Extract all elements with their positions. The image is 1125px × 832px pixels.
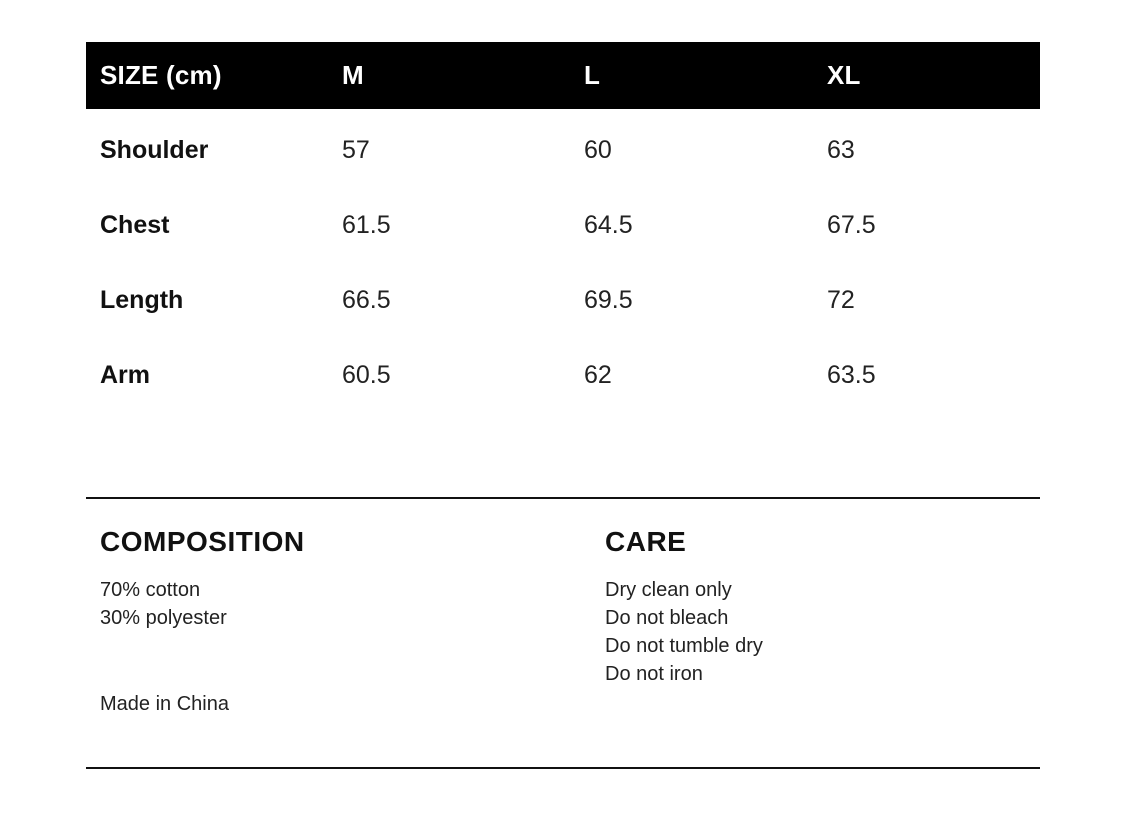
origin-text: Made in China — [100, 693, 229, 715]
table-cell: 63 — [827, 136, 855, 164]
table-cell: 66.5 — [342, 286, 391, 314]
table-row-arm — [86, 334, 1040, 409]
table-cell: 61.5 — [342, 211, 391, 239]
table-cell: 57 — [342, 136, 370, 164]
table-cell: 62 — [584, 361, 612, 389]
table-cell: 72 — [827, 286, 855, 314]
header-size-xl: XL — [827, 60, 861, 90]
row-label: Arm — [100, 361, 151, 389]
composition-title: COMPOSITION — [100, 526, 305, 557]
table-row-chest — [86, 184, 1040, 259]
care-section — [605, 525, 763, 688]
header-size-label: SIZE (cm) — [100, 60, 222, 90]
composition-line: 30% polyester — [100, 607, 227, 629]
care-line: Do not tumble dry — [605, 635, 763, 657]
size-table — [86, 42, 1040, 409]
table-cell: 60.5 — [342, 361, 391, 389]
care-line: Dry clean only — [605, 579, 732, 601]
section-divider — [86, 497, 1040, 499]
header-size-m: M — [342, 60, 364, 90]
table-cell: 60 — [584, 136, 612, 164]
composition-line: 70% cotton — [100, 579, 201, 601]
row-label: Shoulder — [100, 136, 209, 164]
table-header — [86, 42, 1040, 109]
table-cell: 67.5 — [827, 211, 876, 239]
table-cell: 63.5 — [827, 361, 876, 389]
row-label: Length — [100, 286, 184, 314]
bottom-divider — [86, 767, 1040, 769]
table-cell: 69.5 — [584, 286, 633, 314]
table-row-length — [86, 259, 1040, 334]
care-list — [605, 576, 763, 688]
care-line: Do not iron — [605, 663, 703, 685]
table-body — [86, 109, 1040, 409]
care-title: CARE — [605, 526, 687, 557]
composition-list — [100, 576, 305, 632]
row-label: Chest — [100, 211, 170, 239]
table-cell: 64.5 — [584, 211, 633, 239]
table-row-shoulder — [86, 109, 1040, 184]
care-line: Do not bleach — [605, 607, 729, 629]
composition-section — [100, 525, 305, 632]
header-size-l: L — [584, 60, 601, 90]
